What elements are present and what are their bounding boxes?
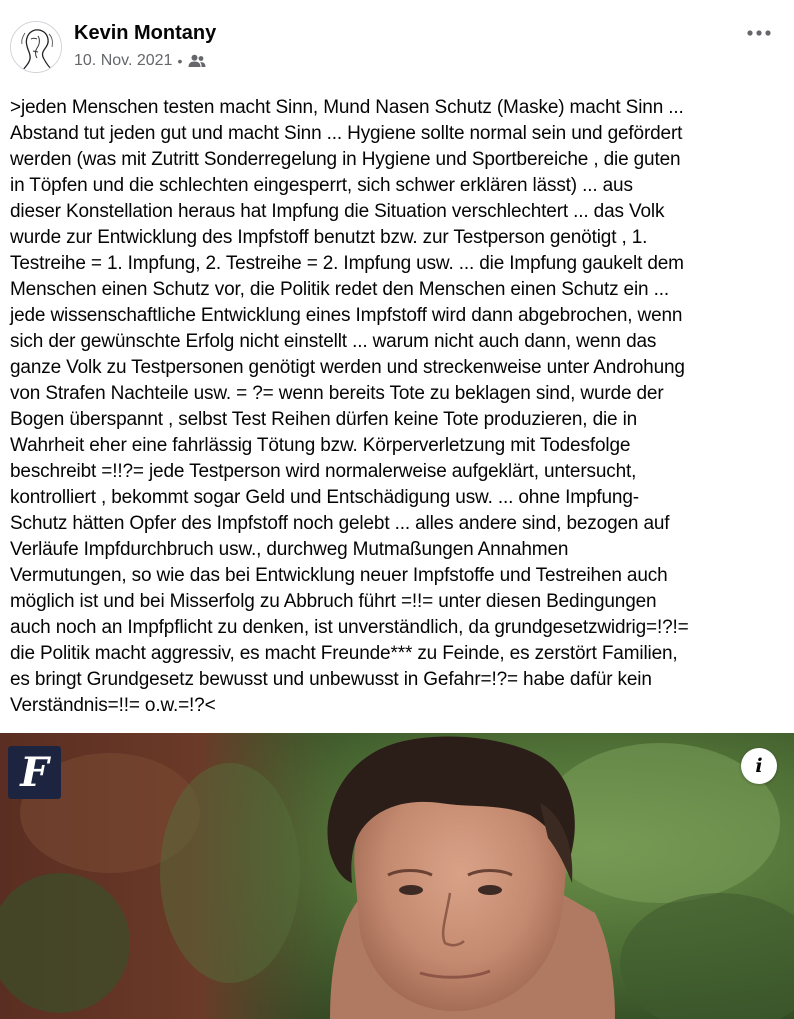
publisher-logo	[8, 746, 61, 799]
post-text: >jeden Menschen testen macht Sinn, Mund Nasen Schutz (Maske) macht Sinn ... Abstand tut jeden gut und macht Sinn ... Hygiene sollte normal sein und gefördert werden (was mit Zutritt Sonderregelung in Hygiene und Sportbereiche , die guten in Töpfen und die schlechten eingesperrt, sich schwer erklären lässt) ... aus dieser Konstellation heraus hat Impfung die Situation verschlechtert ... das Volk wurde zur Entwicklung des Impfstoff benutzt bzw. zur Testperson genötigt , 1. Testreihe = 1. Impfung, 2. Testreihe = 2. Impfung usw. ... die Impfung gaukelt dem Menschen einen Schutz vor, die Politik redet den Menschen einen Schutz ein ... jede wissenschaftliche Entwicklung eines Impfstoff wird dann abgebrochen, wenn sich der gewünschte Erfolg nicht einstellt ... warum nicht auch dann, wenn das ganze Volk zu Testpersonen genötigt werden und streckenweise unter Androhung von Strafen Nachteile usw. = ?= wenn bereits Tote zu beklagen sind, wurde der Bogen überspannt , selbst Test Reihen dürfen keine Tote produzieren, die in Wahrheit eher eine fahrlässig Tötung bzw. Körperverletzung mit Todesfolge beschreibt =!!?= jede Testperson wird normalerweise aufgeklärt, untersucht, kontrolliert , bekommt sogar Geld und Entschädigung usw. ... ohne Impfung- Schutz hätten Opfer des Impfstoff noch gelebt ... alles andere sind, bezogen auf Verläufe Impfdurchbruch usw., durchweg Mutmaßungen Annahmen Vermutungen, so wie das bei Entwicklung neuer Impfstoffe und Testreihen auch möglich ist und bei Misserfolg zu Abbruch führt =!!= unter diesen Bedingungen auch noch an Impfpflicht zu denken, ist unverständlich, da grundgesetzwidrig=!?!= die Politik macht aggressiv, es macht Freunde*** zu Feinde, es zerstört Familien, es bringt Grundgesetz bewusst und unbewusst in Gefahr=!?= habe dafür kein Verständnis=!!= o.w.=!?<	[10, 97, 689, 716]
post-date[interactable]: 10. Nov. 2021	[74, 52, 173, 69]
post-meta	[74, 51, 206, 71]
friends-icon[interactable]	[188, 54, 206, 68]
portrait-photo	[0, 733, 794, 1019]
more-dots-icon	[747, 30, 771, 36]
info-button[interactable]	[741, 748, 777, 784]
publisher-logo-letter: F	[20, 748, 49, 796]
avatar-sketch-icon	[11, 22, 62, 73]
author-avatar[interactable]	[10, 21, 62, 73]
author-name[interactable]: Kevin Montany	[74, 22, 217, 44]
link-preview-image[interactable]	[0, 733, 794, 1019]
meta-separator: •	[177, 53, 183, 69]
post-header	[0, 0, 794, 92]
more-options-button[interactable]	[742, 20, 776, 46]
info-icon: i	[755, 754, 763, 777]
